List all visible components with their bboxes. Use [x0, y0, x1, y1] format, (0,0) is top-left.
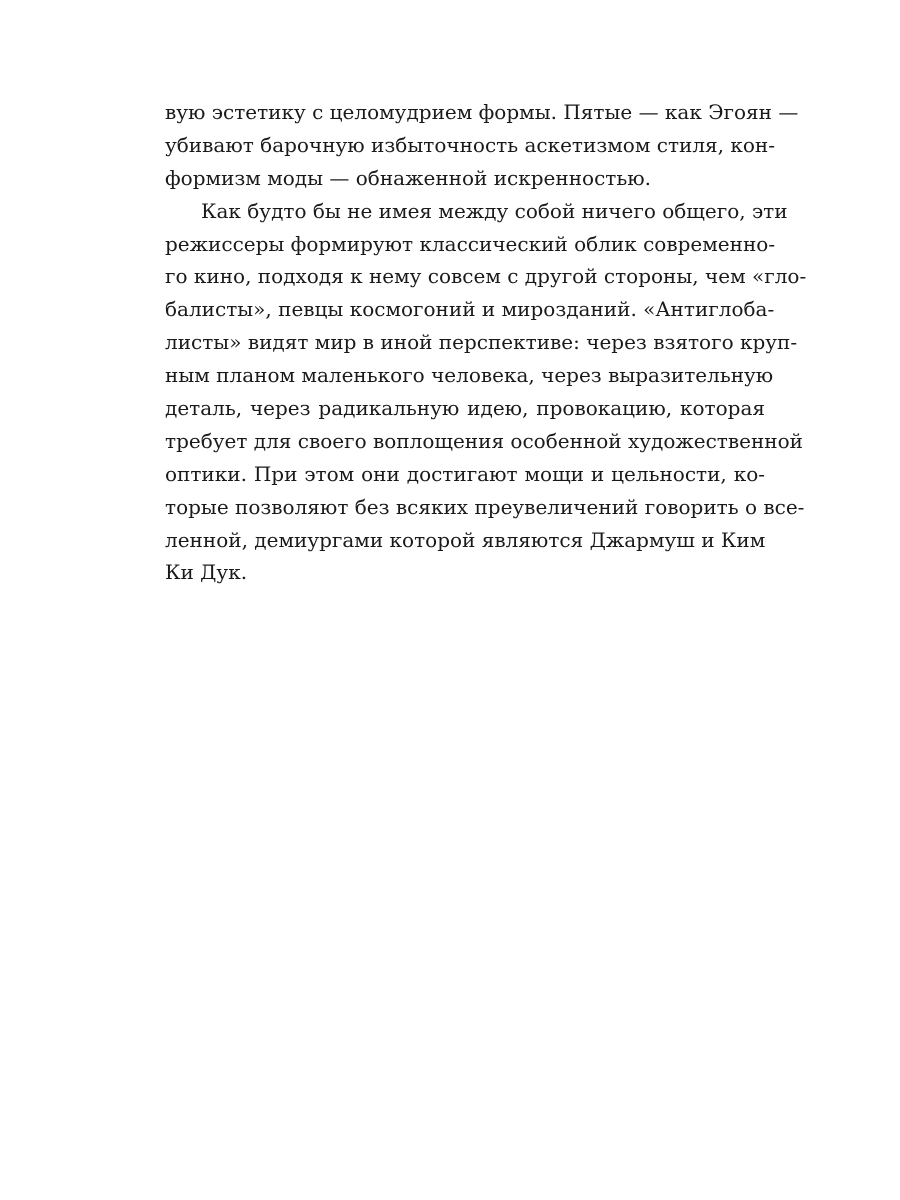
- text-line: Как будто бы не имея между собой ничего общего, эти: [201, 198, 788, 223]
- text-line: торые позволяют без всяких преувеличений говорить о все-: [165, 494, 805, 519]
- text-line: балисты», певцы космогоний и мирозданий. «Антиглоба-: [165, 297, 775, 322]
- text-line: ным планом маленького человека, через выразительную: [165, 363, 774, 388]
- text-line: го кино, подходя к нему совсем с другой стороны, чем «гло-: [165, 264, 807, 289]
- text-line: вую эстетику с целомудрием формы. Пятые — как Эгоян —: [165, 100, 799, 124]
- text-line: требует для своего воплощения особенной художественной: [165, 428, 803, 453]
- text-line: оптики. При этом они достигают мощи и цельности, ко-: [165, 461, 765, 486]
- text-line: формизм моды — обнаженной искренностью.: [165, 165, 652, 190]
- text-line: деталь, через радикальную идею, провокацию, которая: [165, 396, 765, 421]
- body-text: [165, 96, 807, 589]
- text-line: режиссеры формируют классический облик современно-: [165, 231, 776, 256]
- text-line: убивают барочную избыточность аскетизмом стиля, кон-: [165, 132, 775, 157]
- text-line: ленной, демиургами которой являются Джармуш и Ким: [165, 527, 766, 552]
- text-line: Ки Дук.: [165, 560, 248, 585]
- text-line: листы» видят мир в иной перспективе: через взятого круп-: [165, 330, 798, 355]
